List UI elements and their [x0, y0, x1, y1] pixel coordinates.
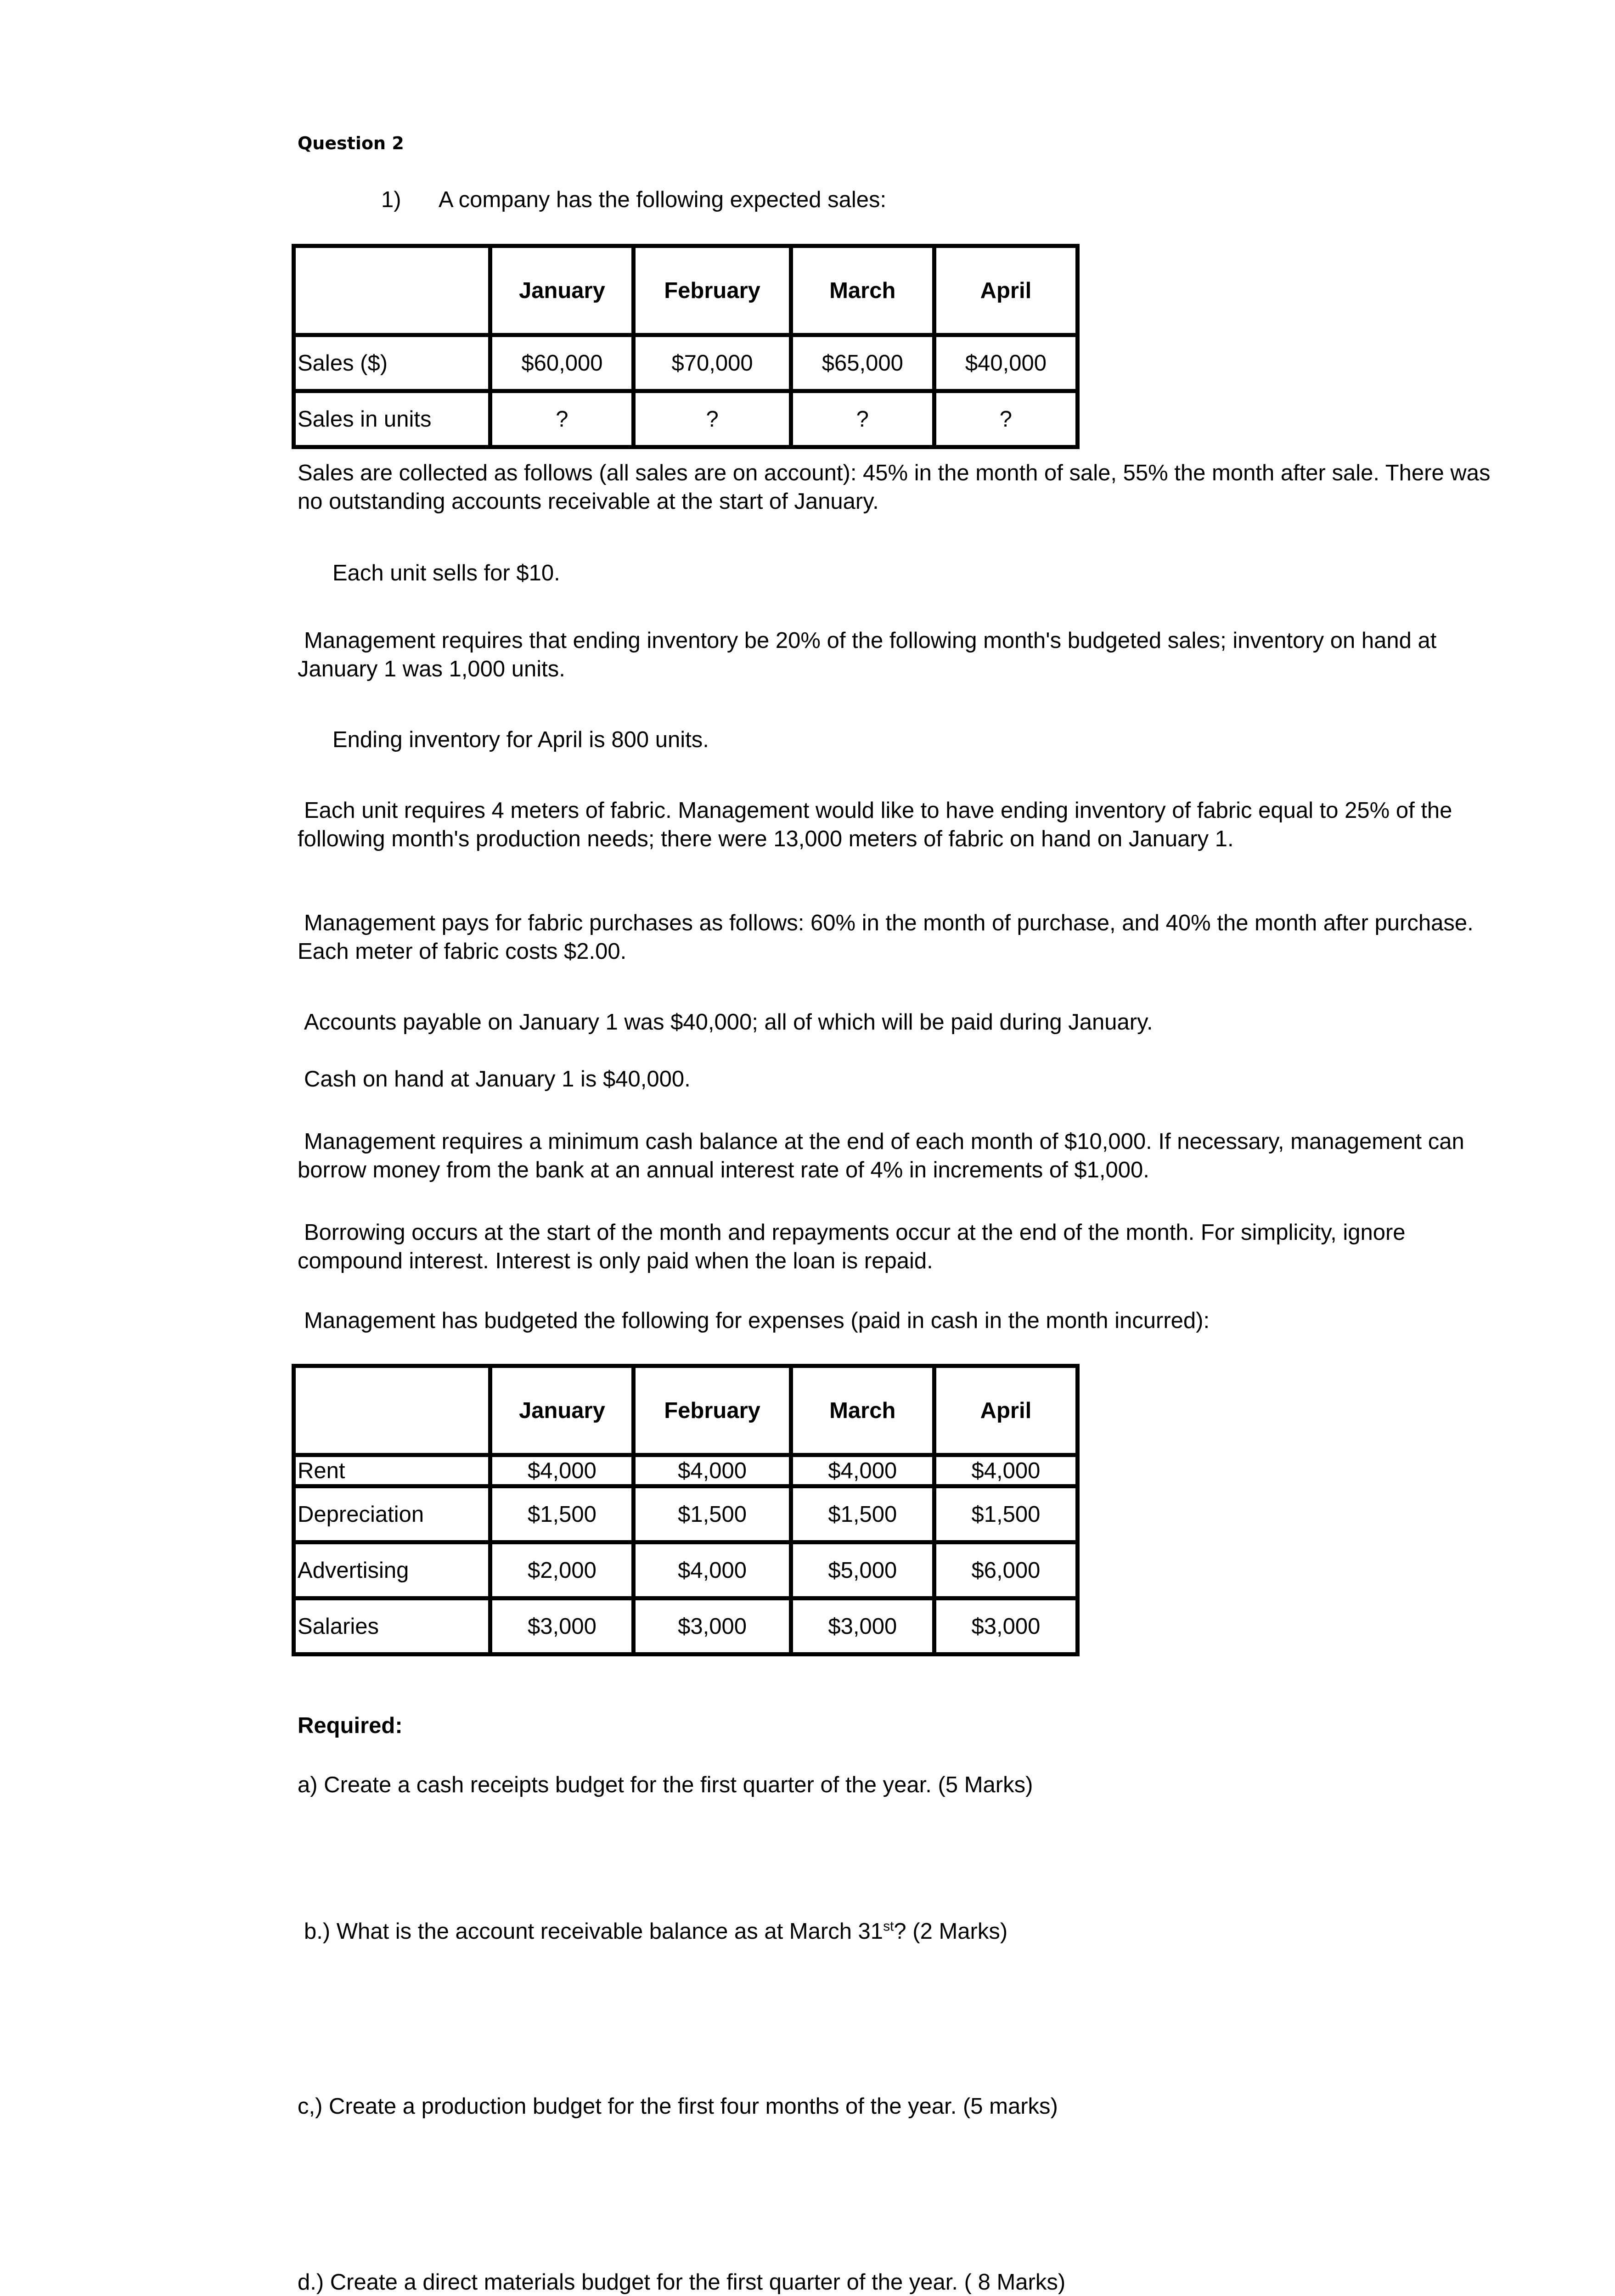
table-cell: ?	[634, 391, 791, 447]
question-d: d.) Create a direct materials budget for the first quarter of the year. ( 8 Marks)	[298, 2270, 1066, 2295]
row-label: Sales in units	[294, 391, 490, 447]
question-a: a) Create a cash receipts budget for the first quarter of the year. (5 Marks)	[298, 1773, 1033, 1797]
intro-text: A company has the following expected sales:	[439, 187, 887, 212]
expense-header-april: April	[934, 1366, 1077, 1455]
table-cell: $3,000	[490, 1598, 634, 1654]
table-cell: $3,000	[634, 1598, 791, 1654]
table-cell: ?	[490, 391, 634, 447]
table-row	[294, 391, 1078, 447]
table-cell: $2,000	[490, 1542, 634, 1598]
table-cell: $40,000	[934, 335, 1077, 391]
sales-header-february: February	[634, 246, 791, 335]
table-cell: $60,000	[490, 335, 634, 391]
row-label: Salaries	[294, 1598, 490, 1654]
paragraph-cash-on-hand: Cash on hand at January 1 is $40,000.	[304, 1067, 691, 1092]
expense-header-february: February	[634, 1366, 791, 1455]
paragraph-april-inventory: Ending inventory for April is 800 units.	[332, 727, 709, 752]
table-row	[294, 1542, 1078, 1598]
table-cell: $70,000	[634, 335, 791, 391]
sales-table	[292, 244, 1080, 449]
paragraph-expenses-intro: Management has budgeted the following for expenses (paid in cash in the month incurred):	[304, 1308, 1210, 1333]
table-row	[294, 1486, 1078, 1542]
paragraph-minimum-cash: Management requires a minimum cash balance at the end of each month of $10,000. If necessary, management can borrow money from the bank at an annual interest rate of 4% in increments of $1,000.	[298, 1129, 1464, 1182]
table-cell: $1,500	[490, 1486, 634, 1542]
table-cell: $4,000	[634, 1455, 791, 1486]
question-b-text: b.) What is the account receivable balance as at March 31	[304, 1919, 883, 1944]
question-b-superscript: st	[883, 1919, 894, 1934]
table-cell: $4,000	[934, 1455, 1077, 1486]
item-number: 1)	[381, 187, 401, 212]
table-cell: $1,500	[934, 1486, 1077, 1542]
paragraph-fabric: Each unit requires 4 meters of fabric. Management would like to have ending inventory of fabric equal to 25% of the following month's production needs; there were 13,000 meters of fabric on hand on January 1.	[298, 798, 1452, 851]
question-b	[304, 1917, 1007, 1946]
expense-header-blank	[294, 1366, 490, 1455]
question-heading: Question 2	[298, 133, 404, 153]
table-cell: $3,000	[791, 1598, 934, 1654]
sales-header-january: January	[490, 246, 634, 335]
row-label: Advertising	[294, 1542, 490, 1598]
table-cell: ?	[934, 391, 1077, 447]
table-cell: $6,000	[934, 1542, 1077, 1598]
paragraph-unit-price: Each unit sells for $10.	[332, 561, 560, 585]
question-b-marks: ? (2 Marks)	[894, 1919, 1008, 1944]
table-row	[294, 1598, 1078, 1654]
sales-header-march: March	[791, 246, 934, 335]
table-cell: $4,000	[634, 1542, 791, 1598]
table-row	[294, 335, 1078, 391]
expense-table	[292, 1364, 1080, 1656]
row-label: Rent	[294, 1455, 490, 1486]
table-cell: $1,500	[791, 1486, 934, 1542]
sales-header-blank	[294, 246, 490, 335]
table-cell: $4,000	[490, 1455, 634, 1486]
table-cell: ?	[791, 391, 934, 447]
paragraph-collections: Sales are collected as follows (all sales are on account): 45% in the month of sale, 55% the month after sale. There was no outstanding accounts receivable at the start of January.	[298, 461, 1491, 514]
row-label: Depreciation	[294, 1486, 490, 1542]
row-label: Sales ($)	[294, 335, 490, 391]
required-label: Required:	[298, 1713, 403, 1738]
table-row	[294, 1455, 1078, 1486]
table-cell: $5,000	[791, 1542, 934, 1598]
table-cell: $65,000	[791, 335, 934, 391]
table-cell: $4,000	[791, 1455, 934, 1486]
paragraph-accounts-payable: Accounts payable on January 1 was $40,000; all of which will be paid during January.	[304, 1010, 1153, 1035]
expense-header-march: March	[791, 1366, 934, 1455]
sales-header-april: April	[934, 246, 1077, 335]
table-cell: $3,000	[934, 1598, 1077, 1654]
paragraph-inventory: Management requires that ending inventory be 20% of the following month's budgeted sales; inventory on hand at January 1 was 1,000 units.	[298, 628, 1437, 681]
paragraph-borrowing: Borrowing occurs at the start of the month and repayments occur at the end of the month. For simplicity, ignore compound interest. Interest is only paid when the loan is repaid.	[298, 1220, 1406, 1273]
question-c: c,) Create a production budget for the first four months of the year. (5 marks)	[298, 2094, 1058, 2119]
expense-header-january: January	[490, 1366, 634, 1455]
paragraph-fabric-payments: Management pays for fabric purchases as follows: 60% in the month of purchase, and 40% the month after purchase. Each meter of fabric costs $2.00.	[298, 911, 1474, 964]
table-cell: $1,500	[634, 1486, 791, 1542]
